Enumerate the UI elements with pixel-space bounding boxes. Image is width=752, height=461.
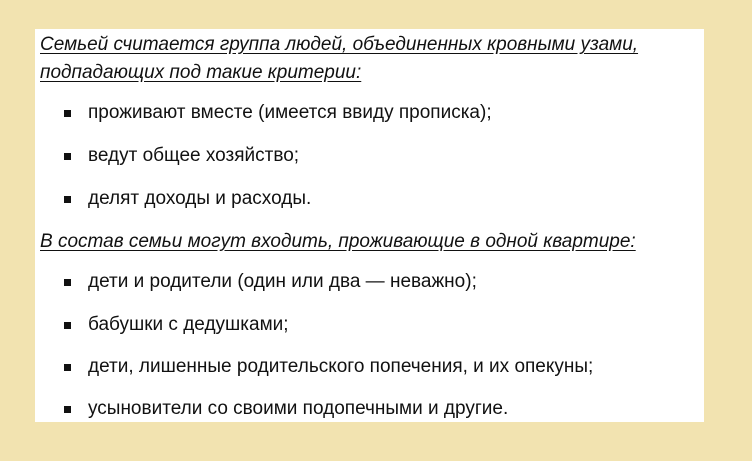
list-item bbox=[64, 396, 508, 422]
list-item bbox=[64, 143, 299, 169]
section1-heading-line2: подпадающих под такие критерии: bbox=[40, 62, 362, 83]
list-item-text: дети, лишенные родительского попечения, и их опекуны; bbox=[88, 356, 594, 377]
list-item bbox=[64, 186, 311, 212]
section2-heading bbox=[40, 228, 636, 256]
square-bullet-icon bbox=[64, 153, 71, 160]
square-bullet-icon bbox=[64, 322, 71, 329]
square-bullet-icon bbox=[64, 406, 71, 413]
square-bullet-icon bbox=[64, 279, 71, 286]
square-bullet-icon bbox=[64, 364, 71, 371]
section1-heading bbox=[40, 31, 638, 87]
square-bullet-icon bbox=[64, 196, 71, 203]
list-item-text: ведут общее хозяйство; bbox=[88, 145, 300, 166]
list-item bbox=[64, 312, 289, 338]
section2-heading-text: В состав семьи могут входить, проживающие в одной квартире: bbox=[40, 231, 636, 252]
list-item bbox=[64, 269, 477, 295]
list-item-text: бабушки с дедушками; bbox=[88, 314, 289, 335]
content-panel bbox=[35, 29, 704, 422]
list-item-text: усыновители со своими подопечными и другие. bbox=[88, 398, 509, 419]
section1-heading-line1: Семьей считается группа людей, объединенных кровными узами, bbox=[40, 34, 639, 55]
list-item-text: проживают вместе (имеется ввиду прописка); bbox=[88, 102, 492, 123]
list-item-text: делят доходы и расходы. bbox=[88, 188, 312, 209]
square-bullet-icon bbox=[64, 110, 71, 117]
list-item-text: дети и родители (один или два — неважно); bbox=[88, 271, 477, 292]
list-item bbox=[64, 354, 593, 380]
list-item bbox=[64, 100, 492, 126]
